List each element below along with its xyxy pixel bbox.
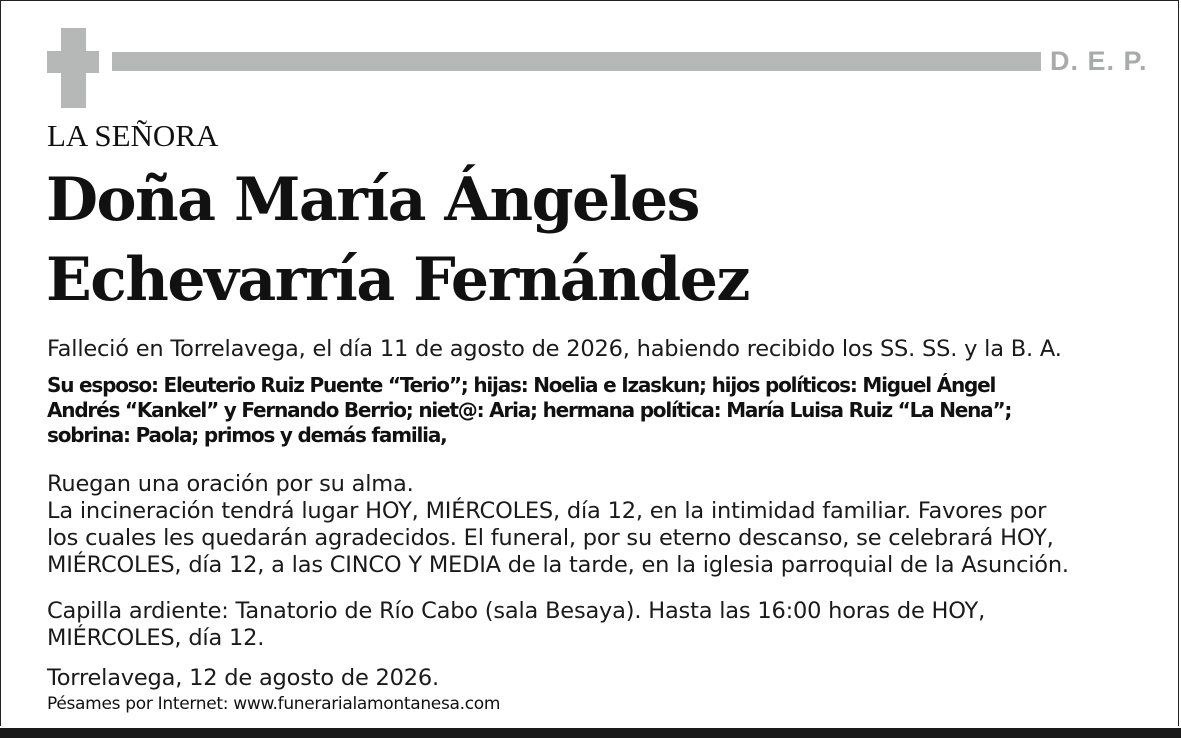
death-notice: Falleció en Torrelavega, el día 11 de agosto de 2026, habiendo recibido los SS. SS. y la B. A. bbox=[47, 336, 1062, 362]
prayer-paragraph bbox=[47, 471, 1069, 579]
bottom-bar bbox=[0, 728, 1181, 738]
deceased-name-line2: Echevarría Fernández bbox=[46, 245, 750, 315]
cross-icon-arm bbox=[47, 51, 99, 73]
condolences-link: Pésames por Internet: www.funerarialamontanesa.com bbox=[47, 694, 501, 714]
prayer-line: La incineración tendrá lugar HOY, MIÉRCOLES, día 12, en la intimidad familiar. Favores por bbox=[47, 498, 1047, 524]
family-line: Andrés “Kankel” y Fernando Berrio; niet@: Aria; hermana política: María Luisa Ruiz “La Nena”; bbox=[47, 398, 1012, 422]
honorific: LA SEÑORA bbox=[47, 118, 219, 153]
chapel-line: Capilla ardiente: Tanatorio de Río Cabo (sala Besaya). Hasta las 16:00 horas de HOY, bbox=[47, 598, 986, 624]
chapel-paragraph bbox=[47, 598, 985, 652]
prayer-line: Ruegan una oración por su alma. bbox=[47, 471, 414, 497]
prayer-line: MIÉRCOLES, día 12, a las CINCO Y MEDIA de la tarde, en la iglesia parroquial de la Asunción. bbox=[47, 552, 1069, 578]
family-line: Su esposo: Eleuterio Ruiz Puente “Terio”; hijas: Noelia e Izaskun; hijos políticos: Miguel Ángel bbox=[47, 373, 996, 397]
chapel-line: MIÉRCOLES, día 12. bbox=[47, 625, 265, 651]
header-rule bbox=[112, 52, 1041, 71]
family-list bbox=[47, 373, 1011, 448]
place-date: Torrelavega, 12 de agosto de 2026. bbox=[47, 665, 439, 691]
prayer-line: los cuales les quedarán agradecidos. El funeral, por su eterno descanso, se celebrará HOY, bbox=[47, 525, 1054, 551]
family-line: sobrina: Paola; primos y demás familia, bbox=[47, 423, 447, 447]
deceased-name-line1: Doña María Ángeles bbox=[46, 165, 699, 235]
dep-label: D. E. P. bbox=[1050, 46, 1148, 76]
